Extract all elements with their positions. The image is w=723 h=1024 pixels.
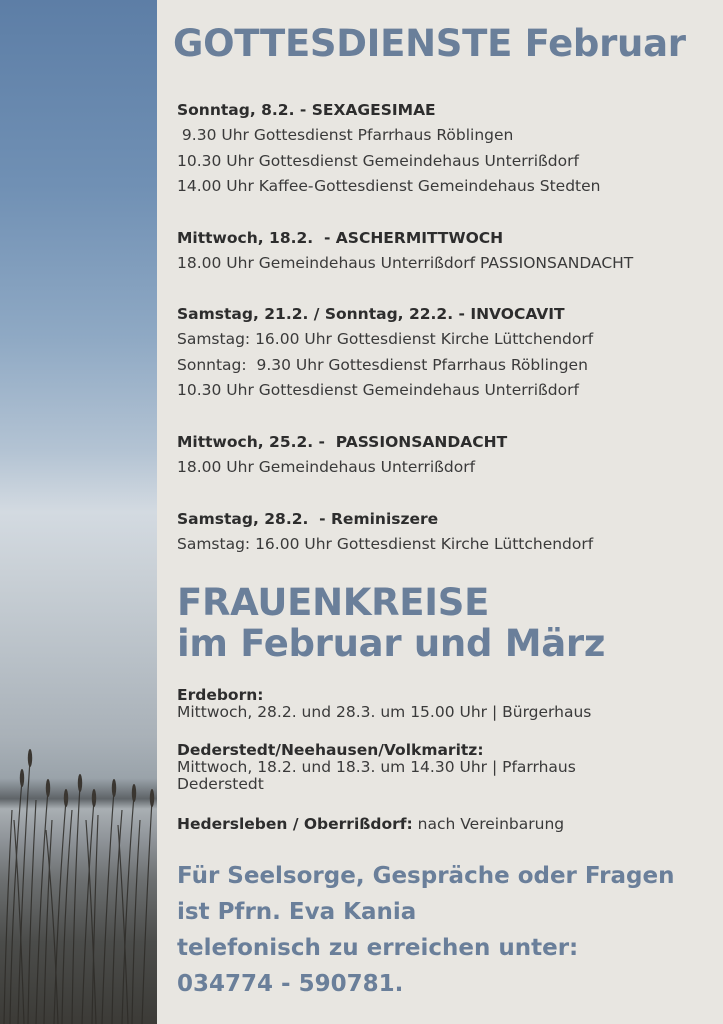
sky-reeds-photo	[0, 0, 157, 1024]
service-heading: Samstag, 28.2. - Reminiszere	[177, 510, 439, 528]
group-heading: Dederstedt/Neehausen/Volkmaritz:	[177, 741, 484, 759]
frauenkreise-title-line1: FRAUENKREISE	[177, 581, 490, 624]
service-block-4	[177, 430, 717, 481]
group-text: nach Vereinbarung	[412, 815, 565, 833]
contact-phone: 034774 - 590781.	[177, 971, 404, 997]
service-line: Sonntag: 9.30 Uhr Gottesdienst Pfarrhaus Röblingen	[177, 355, 588, 374]
contact-block	[177, 858, 674, 1002]
service-heading: Samstag, 21.2. / Sonntag, 22.2. - INVOCAVIT	[177, 305, 565, 323]
service-block-1	[177, 98, 717, 200]
contact-line: ist Pfrn. Eva Kania	[177, 899, 417, 925]
service-line: 14.00 Uhr Kaffee-Gottesdienst Gemeindehaus Stedten	[177, 177, 601, 195]
group-heading: Hedersleben / Oberrißdorf:	[177, 815, 413, 833]
service-heading: Mittwoch, 25.2. - PASSIONSANDACHT	[177, 433, 508, 451]
service-heading: Sonntag, 8.2. - SEXAGESIMAE	[177, 101, 436, 119]
page-title: GOTTESDIENSTE Februar	[173, 22, 686, 65]
group-hedersleben	[177, 815, 564, 833]
service-line: 18.00 Uhr Gemeindehaus Unterrißdorf	[177, 458, 476, 476]
content-panel	[157, 0, 723, 1024]
contact-line: telefonisch zu erreichen unter:	[177, 935, 579, 961]
service-line: Samstag: 16.00 Uhr Gottesdienst Kirche Lüttchendorf	[177, 330, 594, 348]
service-block-5	[177, 507, 717, 558]
frauenkreise-title-line2: im Februar und März	[177, 622, 606, 665]
group-erdeborn	[177, 687, 717, 721]
service-line: 10.30 Uhr Gottesdienst Gemeindehaus Unterrißdorf	[177, 151, 579, 170]
group-line: Mittwoch, 28.2. und 28.3. um 15.00 Uhr | Bürgerhaus	[177, 703, 592, 721]
service-line: 9.30 Uhr Gottesdienst Pfarrhaus Röblingen	[177, 126, 514, 144]
service-block-3	[177, 302, 717, 404]
service-block-2	[177, 226, 717, 277]
group-line: Mittwoch, 18.2. und 18.3. um 14.30 Uhr | Pfarrhaus	[177, 758, 576, 776]
service-heading: Mittwoch, 18.2. - ASCHERMITTWOCH	[177, 229, 504, 247]
service-line: Samstag: 16.00 Uhr Gottesdienst Kirche Lüttchendorf	[177, 535, 594, 553]
service-line: 10.30 Uhr Gottesdienst Gemeindehaus Unterrißdorf	[177, 381, 579, 399]
group-dederstedt	[177, 742, 717, 793]
contact-line: Für Seelsorge, Gespräche oder Fragen	[177, 863, 675, 889]
group-heading: Erdeborn:	[177, 686, 264, 704]
frauenkreise-title	[177, 582, 605, 664]
group-line: Dederstedt	[177, 775, 264, 793]
service-line: 18.00 Uhr Gemeindehaus Unterrißdorf PASSIONSANDACHT	[177, 254, 634, 272]
